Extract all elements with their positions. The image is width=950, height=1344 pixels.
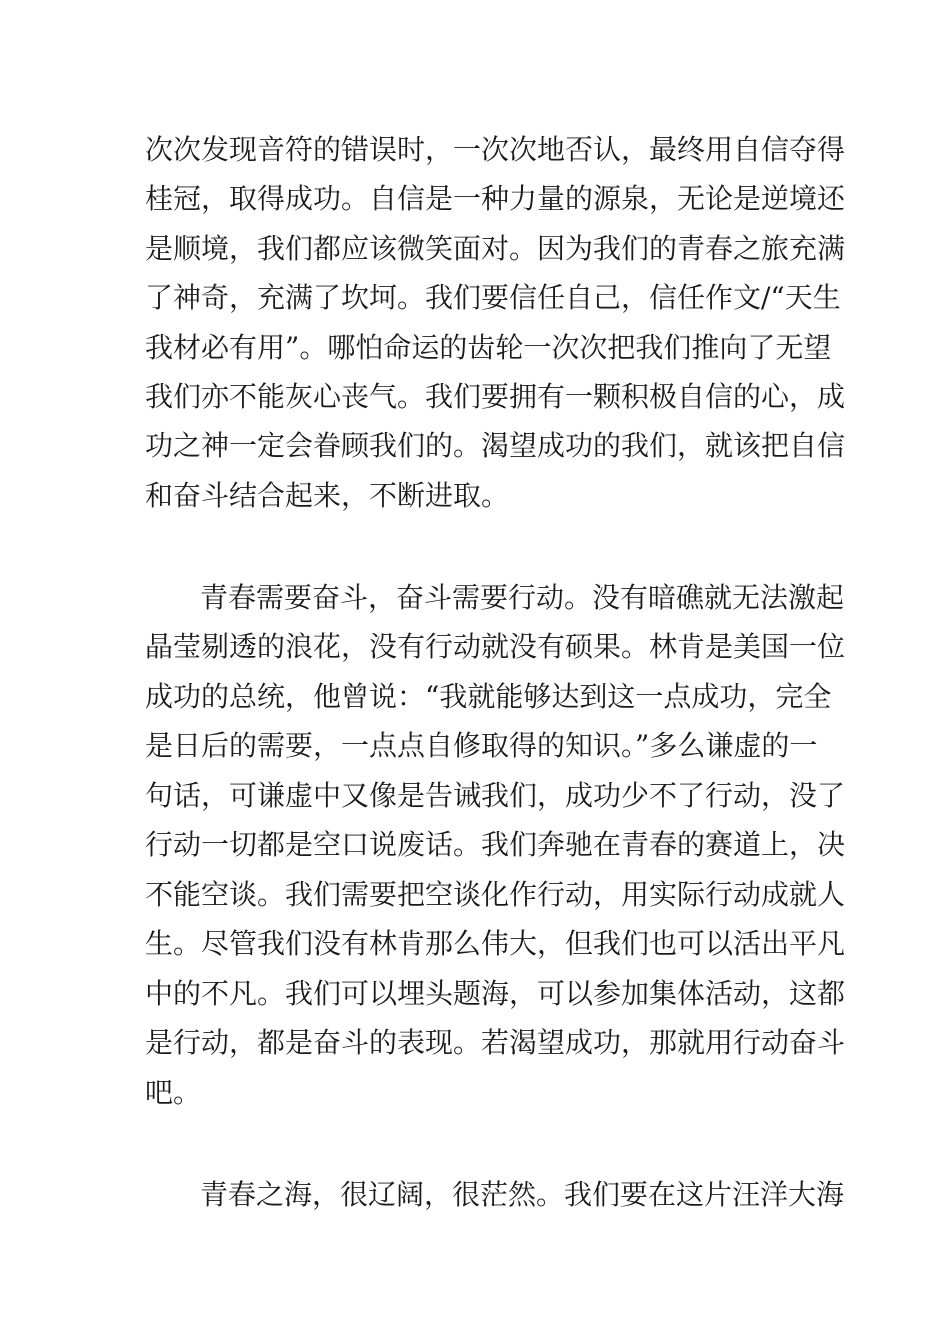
paragraph-line: 和奋斗结合起来，不断进取。 — [145, 479, 510, 512]
paragraph-line: 生。尽管我们没有林肯那么伟大，但我们也可以活出平凡 — [145, 927, 846, 960]
paragraph-line: 我材必有用”。哪怕命运的齿轮一次次把我们推向了无望 — [145, 331, 832, 364]
paragraph-line: 功之神一定会眷顾我们的。渴望成功的我们，就该把自信 — [145, 429, 846, 462]
paragraph-line: 桂冠，取得成功。自信是一种力量的源泉，无论是逆境还 — [145, 182, 846, 215]
paragraph-line: 不能空谈。我们需要把空谈化作行动，用实际行动成就人 — [145, 878, 846, 911]
paragraph-line: 是日后的需要，一点点自修取得的知识。”多么谦虚的一 — [145, 729, 818, 762]
paragraph-line: 次次发现音符的错误时，一次次地否认，最终用自信夺得 — [145, 133, 846, 166]
paragraph-line: 是顺境，我们都应该微笑面对。因为我们的青春之旅充满 — [145, 232, 846, 265]
paragraph-line: 我们亦不能灰心丧气。我们要拥有一颗积极自信的心，成 — [145, 380, 846, 413]
paragraph-line: 了神奇，充满了坎坷。我们要信任自己，信任作文/“天生 — [145, 281, 841, 314]
paragraph-line: 青春需要奋斗，奋斗需要行动。没有暗礁就无法激起 — [200, 581, 845, 614]
paragraph-line: 成功的总统，他曾说：“我就能够达到这一点成功，完全 — [145, 680, 832, 713]
paragraph-line: 吧。 — [145, 1076, 202, 1109]
paragraph-line: 青春之海，很辽阔，很茫然。我们要在这片汪洋大海 — [200, 1178, 845, 1211]
paragraph-line: 是行动，都是奋斗的表现。若渴望成功，那就用行动奋斗 — [145, 1026, 846, 1059]
paragraph-line: 句话，可谦虚中又像是告诫我们，成功少不了行动，没了 — [145, 779, 846, 812]
paragraph-line: 行动一切都是空口说废话。我们奔驰在青春的赛道上，决 — [145, 828, 846, 861]
paragraph-line: 晶莹剔透的浪花，没有行动就没有硕果。林肯是美国一位 — [145, 630, 846, 663]
paragraph-line: 中的不凡。我们可以埋头题海，可以参加集体活动，这都 — [145, 977, 846, 1010]
